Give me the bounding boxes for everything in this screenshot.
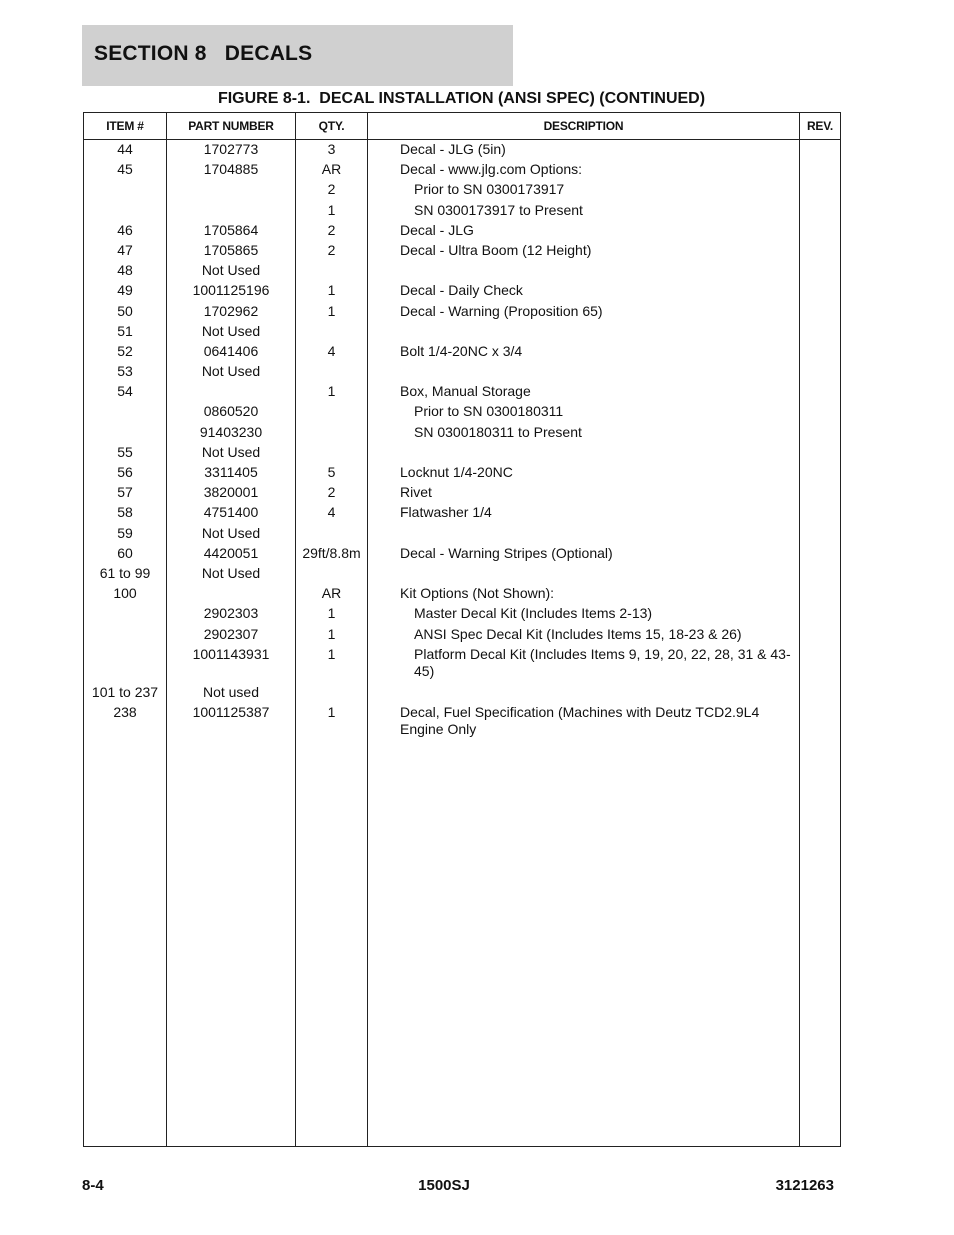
description-cell: Flatwasher 1/4	[400, 504, 492, 521]
part-number-cell: 3311405	[204, 464, 258, 480]
table-row	[84, 403, 840, 423]
table-row	[84, 303, 840, 323]
part-number-cell: 1001143931	[192, 645, 270, 662]
description-cell: SN 0300173917 to Present	[414, 201, 583, 218]
description-cell: Decal - www.jlg.com Options:	[400, 161, 583, 178]
item-cell: 238	[113, 703, 137, 720]
table-row	[84, 504, 840, 524]
part-number-cell: 1705864	[203, 221, 259, 238]
item-cell: 59	[117, 524, 133, 541]
table-row	[84, 202, 840, 222]
item-cell: 52	[117, 342, 133, 359]
part-number-cell: 2902303	[203, 605, 259, 622]
part-number-cell: Not Used	[201, 262, 261, 279]
table-row	[84, 704, 840, 742]
table-row	[84, 464, 840, 484]
table-row	[84, 141, 840, 161]
description-cell: Decal - Warning Stripes (Optional)	[400, 544, 613, 561]
description-cell: Kit Options (Not Shown):	[400, 585, 555, 602]
part-number-cell: 0641406	[203, 342, 259, 359]
table-row	[84, 565, 840, 585]
section-title: SECTION 8 DECALS	[94, 42, 313, 65]
item-cell: 46	[117, 221, 133, 238]
table-row	[84, 684, 840, 704]
table-row	[84, 262, 840, 282]
item-cell: 47	[117, 241, 133, 258]
figure-title: FIGURE 8-1. DECAL INSTALLATION (ANSI SPEC) (CONTINUED)	[217, 90, 706, 107]
item-cell: 60	[117, 544, 133, 561]
part-number-cell: 1704885	[203, 161, 259, 178]
part-number-cell: Not Used	[201, 443, 261, 460]
item-cell: 61 to 99	[99, 564, 151, 581]
footer-doc-number: 3121263	[775, 1177, 834, 1194]
item-cell: 56	[117, 464, 133, 480]
description-cell: Decal, Fuel Specification (Machines with Deutz TCD2.9L4 Engine Only	[400, 703, 760, 737]
item-cell: 101 to 237	[91, 683, 159, 700]
item-cell: 50	[117, 302, 133, 319]
description-cell: Rivet	[400, 484, 432, 501]
part-number-cell: 2902307	[203, 625, 259, 642]
table-row	[84, 444, 840, 464]
table-row	[84, 363, 840, 383]
qty-cell: 2	[327, 221, 336, 238]
part-number-cell: Not used	[202, 683, 260, 700]
part-number-cell: Not Used	[201, 524, 261, 541]
item-cell: 55	[117, 443, 133, 460]
qty-cell: 4	[327, 342, 336, 359]
table-row	[84, 161, 840, 181]
qty-cell: 2	[327, 241, 336, 258]
table-header-row	[84, 113, 840, 140]
table-row	[84, 282, 840, 302]
qty-cell: 1	[327, 302, 336, 319]
table-body	[84, 141, 840, 742]
description-cell: Bolt 1/4-20NC x 3/4	[400, 342, 523, 359]
description-cell: ANSI Spec Decal Kit (Includes Items 15, 18-23 & 26)	[414, 625, 742, 642]
item-cell: 53	[117, 363, 133, 380]
table-row	[84, 343, 840, 363]
header-description: DESCRIPTION	[543, 119, 624, 133]
part-number-cell: 1702773	[203, 141, 259, 157]
description-cell: Decal - Daily Check	[400, 282, 523, 299]
table-row	[84, 626, 840, 646]
qty-cell: 1	[327, 383, 336, 400]
part-number-cell: 1705865	[203, 241, 259, 258]
item-cell: 100	[113, 585, 137, 602]
part-number-cell: Not Used	[201, 564, 261, 581]
footer-page-number: 8-4	[82, 1177, 104, 1194]
part-number-cell: 3820001	[203, 484, 259, 501]
item-cell: 48	[117, 262, 133, 279]
part-number-cell: 1001125196	[192, 282, 270, 299]
qty-cell: 1	[327, 703, 336, 720]
description-cell: Prior to SN 0300173917	[414, 181, 565, 198]
table-row	[84, 242, 840, 262]
table-row	[84, 181, 840, 201]
part-number-cell: 1702962	[203, 302, 259, 319]
description-cell: Decal - Warning (Proposition 65)	[400, 302, 603, 319]
header-part-number: PART NUMBER	[188, 119, 274, 133]
qty-cell: AR	[321, 585, 342, 602]
description-cell: Prior to SN 0300180311	[414, 403, 564, 420]
qty-cell: 1	[327, 282, 336, 299]
qty-cell: AR	[321, 161, 342, 178]
table-row	[84, 545, 840, 565]
description-cell: Master Decal Kit (Includes Items 2-13)	[414, 605, 653, 622]
item-cell: 54	[117, 383, 133, 400]
parts-table	[83, 112, 841, 1147]
qty-cell: 29ft/8.8m	[302, 544, 361, 561]
part-number-cell: Not Used	[201, 322, 261, 339]
description-cell: Decal - JLG (5in)	[400, 141, 506, 157]
description-cell: SN 0300180311 to Present	[414, 423, 582, 440]
table-row	[84, 323, 840, 343]
item-cell: 57	[117, 484, 133, 501]
description-cell: Platform Decal Kit (Includes Items 9, 19, 20, 22, 28, 31 & 43-45)	[414, 645, 791, 679]
table-row	[84, 605, 840, 625]
section-banner	[82, 25, 513, 86]
header-qty: QTY.	[318, 119, 345, 133]
qty-cell: 3	[327, 141, 336, 157]
footer-model: 1500SJ	[418, 1177, 470, 1194]
table-row	[84, 383, 840, 403]
qty-cell: 1	[327, 645, 336, 662]
item-cell: 58	[117, 504, 133, 521]
part-number-cell: 4420051	[203, 544, 259, 561]
part-number-cell: 4751400	[203, 504, 259, 521]
qty-cell: 1	[327, 201, 336, 218]
part-number-cell: Not Used	[201, 363, 261, 380]
qty-cell: 2	[327, 484, 336, 501]
qty-cell: 1	[327, 605, 336, 622]
description-cell: Locknut 1/4-20NC	[400, 464, 513, 480]
item-cell: 51	[117, 322, 133, 339]
table-row	[84, 424, 840, 444]
item-cell: 44	[117, 141, 133, 157]
table-row	[84, 646, 840, 684]
table-row	[84, 525, 840, 545]
qty-cell: 2	[327, 181, 336, 198]
header-item: ITEM #	[106, 119, 144, 133]
part-number-cell: 91403230	[199, 423, 263, 440]
header-rev: REV.	[806, 119, 834, 133]
table-row	[84, 585, 840, 605]
part-number-cell: 0860520	[203, 403, 259, 420]
qty-cell: 1	[327, 625, 336, 642]
part-number-cell: 1001125387	[192, 703, 270, 720]
qty-cell: 4	[327, 504, 336, 521]
description-cell: Decal - JLG	[400, 221, 474, 238]
table-row	[84, 484, 840, 504]
item-cell: 45	[117, 161, 133, 178]
description-cell: Box, Manual Storage	[400, 383, 531, 400]
description-cell: Decal - Ultra Boom (12 Height)	[400, 241, 592, 258]
qty-cell: 5	[327, 464, 336, 480]
table-row	[84, 222, 840, 242]
item-cell: 49	[117, 282, 133, 299]
